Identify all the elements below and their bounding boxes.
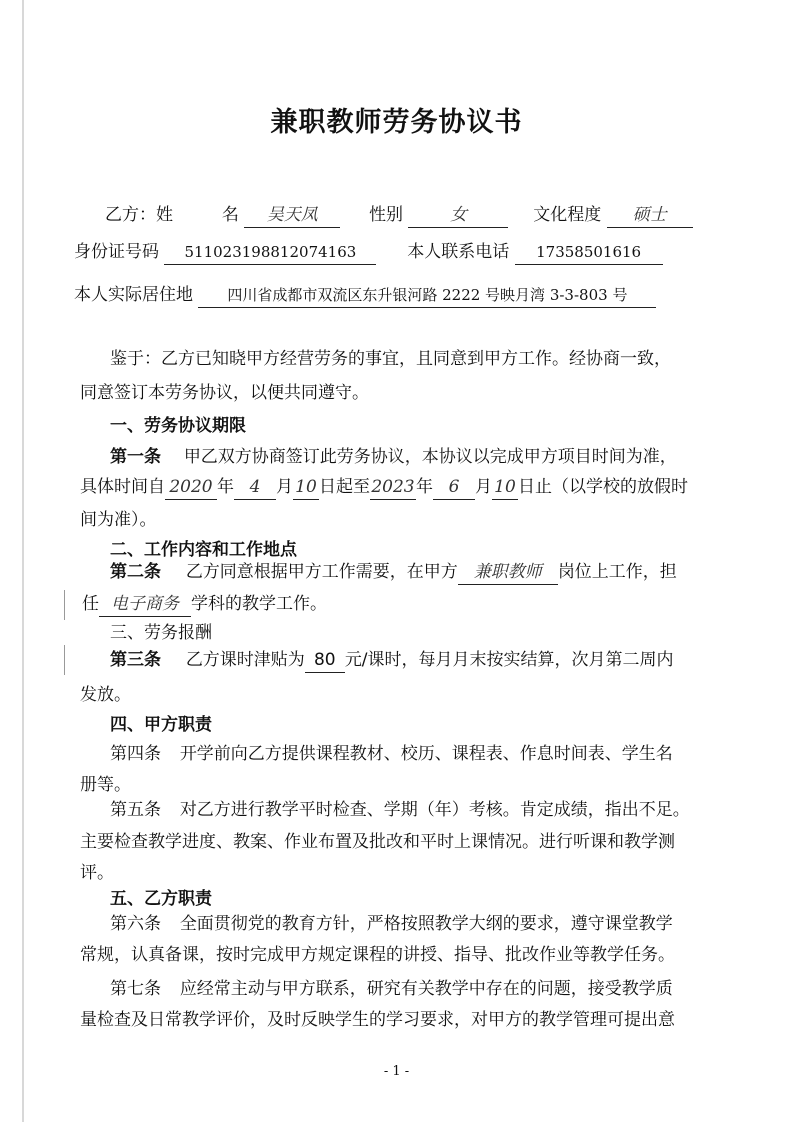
article-5-text: 对乙方进行教学平时检查、学期（年）考核。肯定成绩，指出不足。: [179, 800, 690, 820]
article-1-line-1: [110, 445, 677, 469]
section-5-heading: 五、乙方职责: [110, 889, 212, 909]
year-char: 年: [416, 477, 433, 497]
to-text: 日止: [518, 477, 552, 497]
preamble-line-1: 鉴于：乙方已知晓甲方经营劳务的事宜，且同意到甲方工作。经协商一致，: [110, 349, 671, 369]
article-2-text: 乙方同意根据甲方工作需要，在甲方: [185, 562, 458, 582]
article-4-line-2: 册等。: [80, 775, 131, 795]
article-5-label: 第五条: [110, 800, 161, 820]
address-label: 本人实际居住地: [74, 285, 193, 305]
party-b-name-row: [105, 203, 693, 228]
start-month: 4: [234, 475, 276, 500]
address-value: 四川省成都市双流区东升银河路 2222 号映月湾 3-3-803 号: [198, 283, 656, 308]
name-label: 名: [221, 205, 239, 225]
section-4-heading: 四、甲方职责: [110, 715, 212, 735]
fee-amount: 80: [305, 648, 345, 673]
article-7-line-2: 量检查及日常教学评价，及时反映学生的学习要求，对甲方的教学管理可提出意: [80, 1010, 675, 1030]
article-5-line-3: 评。: [80, 863, 114, 883]
article-3-prefix: 乙方课时津贴为: [185, 650, 305, 670]
year-char: 年: [217, 477, 234, 497]
phone-number: 17358501616: [515, 240, 663, 265]
phone-label: 本人联系电话: [407, 242, 510, 262]
article-7-line-1: [110, 977, 673, 1001]
gender-value: 女: [408, 203, 508, 228]
scan-edge-line: [22, 0, 24, 1122]
end-month: 6: [433, 475, 475, 500]
from-text: 日起至: [319, 477, 370, 497]
article-1-line-2: [80, 475, 688, 500]
article-4-label: 第四条: [110, 744, 161, 764]
article-2-line-2: [82, 592, 327, 617]
article-4-line-1: [110, 742, 673, 766]
article-3-line-2: 发放。: [80, 685, 131, 705]
subject-prefix: 任: [82, 594, 99, 614]
page-number: - 1 -: [383, 1064, 410, 1079]
section-1-heading: 一、劳务协议期限: [110, 416, 246, 436]
month-char: 月: [276, 477, 293, 497]
start-year: 2020: [165, 475, 217, 500]
section-2-heading: 二、工作内容和工作地点: [110, 540, 297, 560]
article-5-line-2: 主要检查教学进度、教案、作业布置及批改和平时上课情况。进行听课和教学测: [80, 832, 675, 852]
education-value: 硕士: [607, 203, 693, 228]
article-3-label: 第三条: [110, 650, 161, 670]
gender-label: 性别: [369, 205, 404, 225]
end-year: 2023: [370, 475, 416, 500]
position-suffix: 岗位上工作，担: [557, 562, 677, 582]
party-b-id-row: [74, 240, 663, 265]
article-7-label: 第七条: [110, 979, 161, 999]
article-7-text: 应经常主动与甲方联系，研究有关教学中存在的问题，接受教学质: [179, 979, 673, 999]
id-label: 身份证号码: [74, 242, 159, 262]
education-label: 文化程度: [533, 205, 602, 225]
article-1-label: 第一条: [110, 447, 161, 467]
party-b-label: 乙方：姓: [105, 205, 173, 225]
article-6-text: 全面贯彻党的教育方针，严格按照教学大纲的要求，遵守课堂教学: [179, 914, 673, 934]
party-b-address-row: [74, 283, 656, 308]
article-6-label: 第六条: [110, 914, 161, 934]
article-6-line-2: 常规，认真备课，按时完成甲方规定课程的讲授、指导、批改作业等教学任务。: [80, 945, 675, 965]
name-value: 吴天凤: [244, 203, 340, 228]
scan-mark: [64, 590, 65, 620]
article-1-text: 甲乙双方协商签订此劳务协议，本协议以完成甲方项目时间为准，: [183, 447, 677, 467]
article-6-line-1: [110, 912, 673, 936]
month-char: 月: [475, 477, 492, 497]
start-day: 10: [293, 475, 319, 500]
subject-value: 电子商务: [99, 592, 191, 617]
preamble-line-2: 同意签订本劳务协议，以便共同遵守。: [80, 383, 369, 403]
article-5-line-1: [110, 798, 690, 822]
position-value: 兼职教师: [458, 560, 558, 585]
article-3-line-1: [110, 648, 674, 673]
id-number: 511023198812074163: [164, 240, 376, 265]
section-3-heading: 三、劳务报酬: [110, 623, 212, 643]
scan-mark: [64, 645, 65, 675]
subject-suffix: 学科的教学工作。: [191, 594, 327, 614]
article-2-label: 第二条: [110, 562, 161, 582]
end-day: 10: [492, 475, 518, 500]
period-prefix: 具体时间自: [80, 477, 165, 497]
document-title: 兼职教师劳务协议书: [270, 107, 523, 138]
period-note: （以学校的放假时: [552, 477, 688, 497]
article-1-line-3: 间为准）。: [80, 510, 157, 530]
article-3-suffix: 元/课时，每月月末按实结算，次月第二周内: [344, 650, 674, 670]
article-2-line-1: [110, 560, 677, 585]
article-4-text: 开学前向乙方提供课程教材、校历、课程表、作息时间表、学生名: [179, 744, 673, 764]
